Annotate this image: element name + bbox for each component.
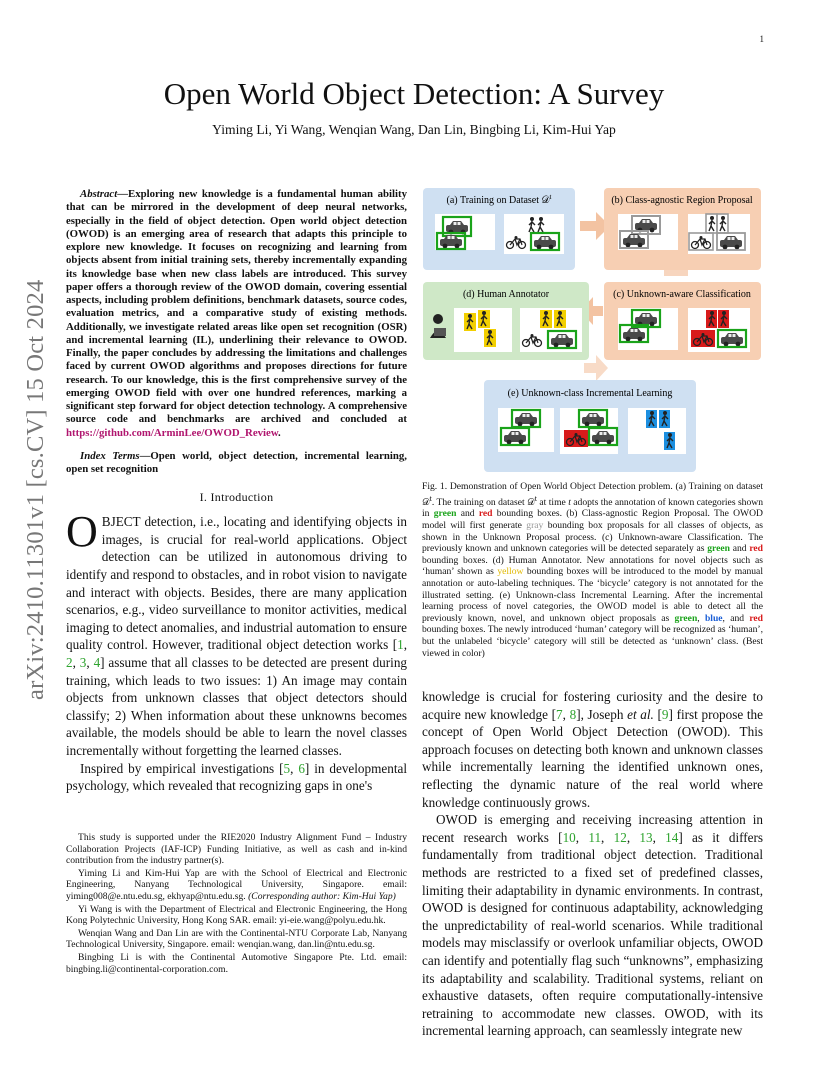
footnote [66, 868, 407, 903]
panel-b-title: (b) Class-agnostic Region Proposal [611, 195, 753, 206]
panel-e-title: (e) Unknown-class Incremental Learning [507, 388, 673, 399]
intro-paragraph-2: Inspired by empirical investigations [5, 6] in developmental psychology, which revealed that recognizing gaps in one's [66, 760, 408, 794]
intro-p1-lead: BJECT detection, i.e., locating and identifying objects in images, is crucial for real-world applications. Object detection can be utilized in autonomous driving to identify and respond to obstacles, and in robot vision to navigate and interact with objects. Besides, there are many application scenarios, e.g., video surveillance to monitor activities, medical imaging to detect anomalies, and industrial automation to ensure quality control. However, traditional object detection works [ [66, 514, 407, 653]
citation[interactable]: 12 [613, 829, 627, 845]
citation[interactable]: 5 [283, 760, 291, 776]
intro-p1-rest: ] assume that all classes to be detected are present during training, which leads to two issues: 1) An image may contain objects from unknown classes that object detectors should classify; 2) When information about these unknowns becomes available, the models should be able to learn the novel classes incrementally without forgetting the learned classes. [66, 655, 408, 758]
footnote: Bingbing Li is with the Continental Automotive Singapore Pte. Ltd. email: bingbing.li@continental-corporation.com. [66, 951, 407, 975]
right-paragraph-1: knowledge is crucial for fostering curiosity and the desire to acquire new knowledge [7, 8], Joseph et al. [9] first propose the concept of Open World Object Detection (OWOD). This approach focuses on detecting both known and unknown classes while incrementally learning the identified unknown ones, reflecting the dynamic nature of the real world where knowledge continuously grows. [422, 689, 764, 810]
intro-p2-rest: ] in developmental psychology, which revealed that recognizing gaps in one's [66, 760, 408, 794]
citation[interactable]: 3 [79, 655, 87, 670]
abstract [66, 188, 407, 440]
citation[interactable]: 2 [66, 655, 73, 670]
section-heading: I. Introduction [199, 490, 274, 505]
citation[interactable]: 6 [298, 760, 305, 776]
author-list: Yiming Li, Yi Wang, Wenqian Wang, Dan Lin, Bingbing Li, Kim-Hui Yap [212, 122, 616, 137]
repo-link[interactable]: https://github.com/ArminLee/OWOD_Review [66, 426, 279, 439]
corresponding-author: (Corresponding author: Kim-Hui Yap) [248, 890, 396, 902]
abstract-label: Abstract [80, 188, 118, 200]
abstract-text: —Exploring new knowledge is a fundamental human ability that can be mirrored in the development of deep neural networks, especially in the field of object detection. Open world object detection (OWOD) is an emerging area of research that adapts this principle to explore new knowledge. It focuses on recognizing and learning from objects absent from initial training sets, thereby incrementally expanding its knowledge base when new class labels are introduced. This survey paper offers a thorough review of the OWOD domain, covering essential aspects, including problem definitions, benchmark datasets, source codes, evaluation metrics, and a comparative study of existing methods. Additionally, we investigate related areas like open set recognition (OSR) and incremental learning (IL), underlining their relevance to OWOD. Finally, the paper concludes by addressing the limitations and challenges faced by current OWOD algorithms and proposes directions for future research. To our knowledge, this is the first comprehensive survey of the emerging OWOD field with over one hundred references, marking a significant step forward for object detection technology. A comprehensive source code and benchmarks are archived and concluded at [66, 188, 407, 426]
panel-d-title: (d) Human Annotator [462, 289, 550, 300]
figure-1 [420, 186, 764, 476]
right-column [422, 688, 763, 1040]
index-terms-text: —Open world, object detection, incremental learning, open set recognition [66, 449, 407, 475]
intro-p2-lead: Inspired by empirical investigations [ [80, 760, 284, 776]
intro-paragraph-1: OBJECT detection, i.e., locating and identifying objects in images, is crucial for real-world applications. Object detection can be utilized in autonomous driving to identify and respond to obstacles, and in robot vision to navigate and interact with objects. Besides, there are many application scenarios, e.g., video surveillance to monitor activities, medical imaging to detect anomalies, and industrial automation to ensure quality control. However, traditional object detection works [1, 2, 3, 4] assume that all classes to be detected are present during training, which leads to two issues: 1) An image may contain objects from unknown classes that object detectors should classify; 2) When information about these unknowns becomes available, the models should be able to learn the novel classes incrementally without forgetting the learned classes. [66, 507, 408, 758]
citation[interactable]: 9 [661, 706, 669, 722]
panel-c-title: (c) Unknown-aware Classification [613, 289, 751, 300]
panel-a-title: (a) Training on Dataset 𝒟$^t$ [446, 193, 552, 206]
paper-title: Open World Object Detection: A Survey [163, 76, 665, 111]
footnote: Yi Wang is with the Department of Electrical and Electronic Engineering, the Hong Kong Polytechnic University, Hong Kong SAR. email: yi-eie.wang@polyu.edu.hk. [66, 903, 407, 927]
index-terms-label: Index Terms [80, 449, 140, 462]
index-terms [66, 450, 407, 477]
footnote: Wenqian Wang and Dan Lin are with the Continental-NTU Corporate Lab, Nanyang Technological University, Singapore. email: wenqian.wang, dan.lin@ntu.edu.sg. [66, 927, 407, 951]
citation[interactable]: 14 [665, 829, 679, 845]
abstract-end: . [278, 426, 281, 439]
owod-diagram [420, 186, 764, 476]
citation[interactable]: 13 [639, 829, 653, 845]
footnote: This study is supported under the RIE2020 Industry Alignment Fund – Industry Collaboration Projects (IAF-ICP) Funding Initiative, as well as cash and in-kind contribution from the industry partner(s). [66, 832, 407, 867]
arxiv-id: arXiv:2410.11301v1 [cs.CV] 15 Oct 2024 [22, 279, 49, 700]
right-paragraph-2: OWOD is emerging and receiving increasing attention in recent research works [10, 11, 12, 13, 14] as it differs fundamentally from traditional object detection. Traditional methods are restricted to a fixed set of predefined classes, limiting their adaptability in dynamic environments. In contrast, OWOD is designed for continuous adaptability, acknowledging the unpredictability of real-world scenarios. While traditional models may misclassify or overlook unfamiliar objects, OWOD can identify and potentially flag such “unknowns”, emphasizing its adaptability and scalability. Traditional systems, reliant on exhaustive datasets, often require computationally-intensive retraining to accommodate new classes. OWOD, with its incremental learning approach, can seamlessly integrate new [422, 812, 764, 1039]
left-column [66, 188, 407, 795]
citation[interactable]: 11 [588, 829, 602, 845]
page-number: 1 [759, 34, 764, 44]
citation[interactable]: 7 [556, 706, 563, 722]
citation[interactable]: 8 [569, 706, 577, 722]
citation[interactable]: 4 [93, 655, 101, 670]
drop-cap: O [66, 507, 98, 557]
arxiv-stamp [22, 279, 52, 700]
footnotes [66, 832, 407, 976]
citation[interactable]: 1 [397, 637, 404, 653]
footnote-text: Yiming Li and Kim-Hui Yap are with the School of Electrical and Electronic Engineering, Nanyang Technological University, Singapore. email: yiming008@e.ntu.edu.sg, ekhyap@ntu.edu.sg. [66, 867, 407, 902]
figure-caption: Fig. 1. Demonstration of Open World Object Detection problem. (a) Training on dataset 𝒟$^t$. The training on dataset 𝒟$^t$ at time t adopts the annotation of known categories shown in green and red bounding boxes. (b) Class-agnostic Region Proposal. The OWOD model will first generate gray bounding box proposals for all classes of objects, as shown in the Unknown Proposal process. (c) Unknown-aware Classification. The previously known and unknown categories will be detected separately as green and red bounding boxes. (d) Human Annotator. New annotations for novel objects such as ‘human’ shown as yellow bounding boxes will be introduced to the model by manual annotation or auto-labeling techniques. The ‘bicycle’ category is not annotated for the illustrated setting. (e) Unknown-class Incremental Learning. After the incremental learning process of novel categories, the OWOD model is able to detect all the previously known, novel, and unknown object proposals as green, blue, and red bounding boxes. The newly introduced ‘human’ category will be recognized as ‘human’, but the unlabeled ‘bicycle’ category will still be detected as ‘unknown’ class. (Best viewed in color) [422, 481, 764, 659]
citation[interactable]: 10 [562, 829, 576, 845]
